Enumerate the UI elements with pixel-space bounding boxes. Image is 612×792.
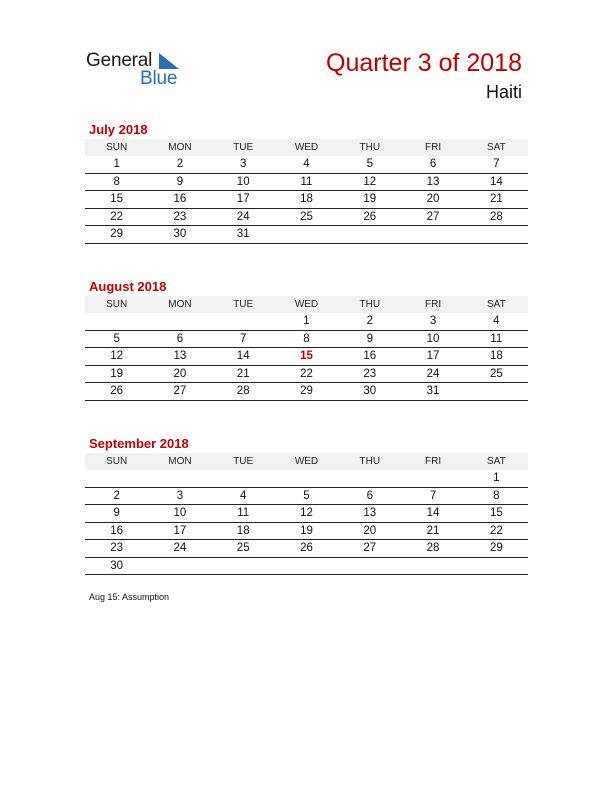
day-cell: 19 bbox=[275, 522, 338, 540]
weekday-label: MON bbox=[148, 139, 211, 156]
week-row bbox=[85, 522, 528, 540]
week-row bbox=[85, 540, 528, 558]
empty-day-cell bbox=[275, 226, 338, 244]
day-cell: 21 bbox=[401, 522, 464, 540]
day-cell: 18 bbox=[465, 348, 528, 366]
day-cell: 3 bbox=[148, 487, 211, 505]
day-cell: 17 bbox=[148, 522, 211, 540]
day-cell: 27 bbox=[148, 383, 211, 401]
empty-day-cell bbox=[465, 226, 528, 244]
week-row bbox=[85, 557, 528, 575]
logo-text-general: General bbox=[86, 50, 153, 71]
day-cell: 29 bbox=[275, 383, 338, 401]
day-cell: 28 bbox=[212, 383, 275, 401]
month-august bbox=[85, 278, 528, 401]
day-cell: 21 bbox=[465, 191, 528, 209]
weekday-label: THU bbox=[338, 453, 401, 470]
day-cell: 19 bbox=[85, 365, 148, 383]
day-cell: 21 bbox=[212, 365, 275, 383]
weekday-label: WED bbox=[275, 139, 338, 156]
holiday-day-cell: 15 bbox=[275, 348, 338, 366]
day-cell: 27 bbox=[401, 208, 464, 226]
day-cell: 12 bbox=[275, 505, 338, 523]
empty-day-cell bbox=[148, 470, 211, 487]
day-cell: 26 bbox=[275, 540, 338, 558]
day-cell: 3 bbox=[401, 313, 464, 330]
day-cell: 16 bbox=[85, 522, 148, 540]
day-cell: 19 bbox=[338, 191, 401, 209]
day-cell: 7 bbox=[401, 487, 464, 505]
weekday-label: TUE bbox=[212, 453, 275, 470]
weekday-label: THU bbox=[338, 139, 401, 156]
day-cell: 22 bbox=[465, 522, 528, 540]
week-row bbox=[85, 487, 528, 505]
day-cell: 15 bbox=[85, 191, 148, 209]
day-cell: 15 bbox=[465, 505, 528, 523]
day-cell: 25 bbox=[275, 208, 338, 226]
weekday-header-row bbox=[85, 139, 528, 156]
day-cell: 1 bbox=[85, 156, 148, 173]
weekday-label: FRI bbox=[401, 453, 464, 470]
day-cell: 11 bbox=[212, 505, 275, 523]
empty-day-cell bbox=[401, 470, 464, 487]
week-row bbox=[85, 226, 528, 244]
day-cell: 4 bbox=[212, 487, 275, 505]
day-cell: 10 bbox=[148, 505, 211, 523]
week-row bbox=[85, 208, 528, 226]
day-cell: 12 bbox=[85, 348, 148, 366]
weekday-label: FRI bbox=[401, 139, 464, 156]
day-cell: 31 bbox=[401, 383, 464, 401]
day-cell: 6 bbox=[401, 156, 464, 173]
month-september bbox=[85, 435, 528, 575]
weekday-label: TUE bbox=[212, 139, 275, 156]
day-cell: 20 bbox=[401, 191, 464, 209]
day-cell: 6 bbox=[338, 487, 401, 505]
weekday-label: FRI bbox=[401, 296, 464, 313]
week-row bbox=[85, 505, 528, 523]
day-cell: 25 bbox=[212, 540, 275, 558]
day-cell: 5 bbox=[275, 487, 338, 505]
weekday-header-row bbox=[85, 296, 528, 313]
day-cell: 14 bbox=[212, 348, 275, 366]
weekday-label: THU bbox=[338, 296, 401, 313]
empty-day-cell bbox=[275, 470, 338, 487]
logo-text-blue: Blue bbox=[140, 68, 178, 89]
empty-day-cell bbox=[85, 470, 148, 487]
day-cell: 6 bbox=[148, 330, 211, 348]
month-july bbox=[85, 121, 528, 244]
empty-day-cell bbox=[212, 557, 275, 575]
day-cell: 7 bbox=[465, 156, 528, 173]
weekday-label: SUN bbox=[85, 139, 148, 156]
weekday-label: WED bbox=[275, 453, 338, 470]
day-cell: 16 bbox=[148, 191, 211, 209]
empty-day-cell bbox=[148, 313, 211, 330]
weekday-label: TUE bbox=[212, 296, 275, 313]
empty-day-cell bbox=[85, 313, 148, 330]
day-cell: 4 bbox=[465, 313, 528, 330]
empty-day-cell bbox=[401, 226, 464, 244]
day-cell: 14 bbox=[465, 173, 528, 191]
day-cell: 17 bbox=[401, 348, 464, 366]
empty-day-cell bbox=[275, 557, 338, 575]
day-cell: 22 bbox=[85, 208, 148, 226]
country-name: Haiti bbox=[485, 82, 522, 102]
week-row bbox=[85, 348, 528, 366]
empty-day-cell bbox=[338, 557, 401, 575]
day-cell: 1 bbox=[275, 313, 338, 330]
empty-day-cell bbox=[148, 557, 211, 575]
day-cell: 25 bbox=[465, 365, 528, 383]
calendar-grid bbox=[85, 139, 528, 244]
week-row bbox=[85, 191, 528, 209]
weekday-label: SUN bbox=[85, 453, 148, 470]
day-cell: 1 bbox=[465, 470, 528, 487]
day-cell: 29 bbox=[85, 226, 148, 244]
logo-triangle-icon bbox=[159, 53, 179, 69]
day-cell: 23 bbox=[148, 208, 211, 226]
weekday-label: SAT bbox=[465, 296, 528, 313]
day-cell: 8 bbox=[85, 173, 148, 191]
day-cell: 5 bbox=[338, 156, 401, 173]
day-cell: 28 bbox=[401, 540, 464, 558]
day-cell: 23 bbox=[338, 365, 401, 383]
empty-day-cell bbox=[212, 470, 275, 487]
weekday-label: MON bbox=[148, 296, 211, 313]
week-row bbox=[85, 470, 528, 487]
month-title: July 2018 bbox=[89, 122, 148, 137]
week-row bbox=[85, 173, 528, 191]
empty-day-cell bbox=[465, 557, 528, 575]
day-cell: 18 bbox=[212, 522, 275, 540]
day-cell: 2 bbox=[338, 313, 401, 330]
day-cell: 7 bbox=[212, 330, 275, 348]
day-cell: 20 bbox=[338, 522, 401, 540]
day-cell: 28 bbox=[465, 208, 528, 226]
day-cell: 26 bbox=[338, 208, 401, 226]
day-cell: 14 bbox=[401, 505, 464, 523]
day-cell: 2 bbox=[85, 487, 148, 505]
calendar-grid bbox=[85, 296, 528, 401]
day-cell: 27 bbox=[338, 540, 401, 558]
weekday-label: MON bbox=[148, 453, 211, 470]
day-cell: 11 bbox=[465, 330, 528, 348]
day-cell: 12 bbox=[338, 173, 401, 191]
day-cell: 16 bbox=[338, 348, 401, 366]
day-cell: 5 bbox=[85, 330, 148, 348]
day-cell: 8 bbox=[275, 330, 338, 348]
day-cell: 13 bbox=[401, 173, 464, 191]
page-title: Quarter 3 of 2018 bbox=[326, 49, 522, 77]
day-cell: 9 bbox=[148, 173, 211, 191]
week-row bbox=[85, 156, 528, 173]
day-cell: 30 bbox=[85, 557, 148, 575]
month-title: September 2018 bbox=[89, 436, 189, 451]
empty-day-cell bbox=[212, 313, 275, 330]
month-title: August 2018 bbox=[89, 279, 167, 294]
day-cell: 24 bbox=[148, 540, 211, 558]
day-cell: 3 bbox=[212, 156, 275, 173]
empty-day-cell bbox=[465, 383, 528, 401]
weekday-label: SAT bbox=[465, 453, 528, 470]
empty-day-cell bbox=[338, 470, 401, 487]
day-cell: 2 bbox=[148, 156, 211, 173]
day-cell: 24 bbox=[401, 365, 464, 383]
day-cell: 29 bbox=[465, 540, 528, 558]
week-row bbox=[85, 330, 528, 348]
day-cell: 30 bbox=[148, 226, 211, 244]
day-cell: 10 bbox=[401, 330, 464, 348]
day-cell: 8 bbox=[465, 487, 528, 505]
weekday-label: WED bbox=[275, 296, 338, 313]
day-cell: 17 bbox=[212, 191, 275, 209]
day-cell: 11 bbox=[275, 173, 338, 191]
day-cell: 22 bbox=[275, 365, 338, 383]
day-cell: 13 bbox=[148, 348, 211, 366]
holiday-note: Aug 15: Assumption bbox=[89, 592, 170, 602]
day-cell: 26 bbox=[85, 383, 148, 401]
holiday-notes bbox=[89, 592, 169, 602]
day-cell: 9 bbox=[338, 330, 401, 348]
day-cell: 18 bbox=[275, 191, 338, 209]
day-cell: 24 bbox=[212, 208, 275, 226]
week-row bbox=[85, 365, 528, 383]
day-cell: 30 bbox=[338, 383, 401, 401]
weekday-label: SAT bbox=[465, 139, 528, 156]
weekday-label: SUN bbox=[85, 296, 148, 313]
day-cell: 4 bbox=[275, 156, 338, 173]
week-row bbox=[85, 383, 528, 401]
day-cell: 20 bbox=[148, 365, 211, 383]
day-cell: 13 bbox=[338, 505, 401, 523]
week-row bbox=[85, 313, 528, 330]
empty-day-cell bbox=[338, 226, 401, 244]
day-cell: 23 bbox=[85, 540, 148, 558]
empty-day-cell bbox=[401, 557, 464, 575]
weekday-header-row bbox=[85, 453, 528, 470]
day-cell: 10 bbox=[212, 173, 275, 191]
day-cell: 9 bbox=[85, 505, 148, 523]
day-cell: 31 bbox=[212, 226, 275, 244]
brand-logo bbox=[86, 50, 206, 90]
calendar-grid bbox=[85, 453, 528, 575]
